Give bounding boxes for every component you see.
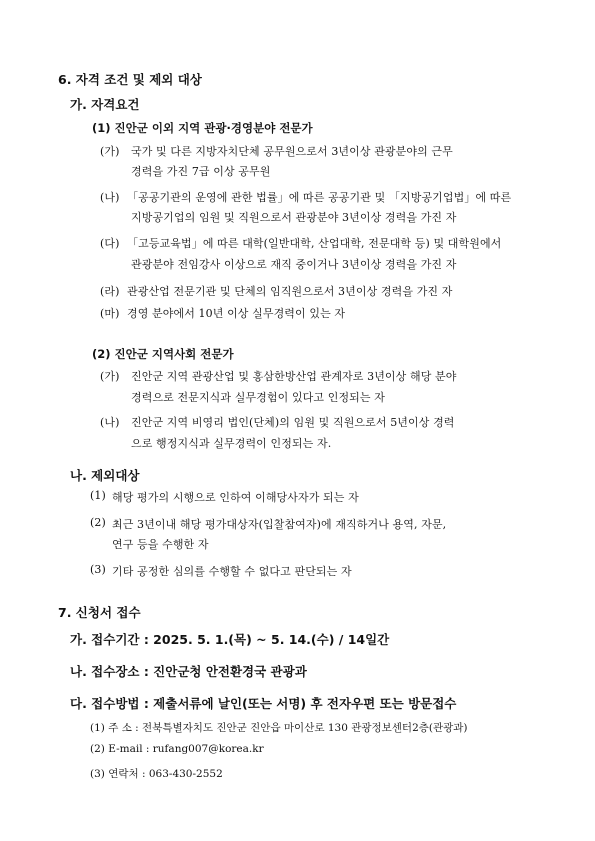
item-line: 경영 분야에서 10년 이상 실무경력이 있는 자 bbox=[127, 307, 346, 320]
group-1-title: (1) 진안군 이외 지역 관광·경영분야 전문가 bbox=[92, 121, 313, 135]
section-6-title: 6. 자격 조건 및 제외 대상 bbox=[58, 72, 202, 87]
item-mark: (가) bbox=[100, 145, 120, 158]
item-line: 기타 공정한 심의를 수행할 수 없다고 판단되는 자 bbox=[112, 565, 352, 578]
item-line: 해당 평가의 시행으로 인하여 이해당사자가 되는 자 bbox=[112, 491, 359, 504]
item-line: 진안군 지역 관광산업 및 홍삼한방산업 관계자로 3년이상 해당 분야 bbox=[131, 370, 457, 383]
contact-phone: (3) 연락처 : 063-430-2552 bbox=[90, 768, 223, 780]
item-line: 으로 행정지식과 실무경력이 인정되는 자. bbox=[131, 437, 332, 450]
item-line: 국가 및 다른 지방자치단체 공무원으로서 3년이상 관광분야의 근무 bbox=[131, 145, 453, 158]
item-line: 경력을 가진 7급 이상 공무원 bbox=[131, 165, 271, 178]
subsection-ga-title: 가. 자격요건 bbox=[70, 97, 140, 112]
item-line: 최근 3년이내 해당 평가대상자(입찰참여자)에 재직하거나 용역, 자문, bbox=[112, 518, 447, 531]
item-mark: (다) bbox=[100, 237, 120, 250]
item-line: 「공공기관의 운영에 관한 법률」에 따른 공공기관 및 「지방공기업법」에 따른 bbox=[127, 191, 512, 204]
item-mark: (나) bbox=[100, 416, 120, 429]
item-line: 경력으로 전문지식과 실무경험이 있다고 인정되는 자 bbox=[131, 391, 385, 404]
item-line: 연구 등을 수행한 자 bbox=[112, 538, 209, 551]
reception-place: 나. 접수장소 : 진안군청 안전환경국 관광과 bbox=[70, 664, 307, 679]
item-line: 관광산업 전문기관 및 단체의 임직원으로서 3년이상 경력을 가진 자 bbox=[127, 285, 453, 298]
item-line: 관광분야 전임강사 이상으로 재직 중이거나 3년이상 경력을 가진 자 bbox=[131, 258, 457, 271]
item-mark: (가) bbox=[100, 370, 120, 383]
contact-address: (1) 주 소 : 전북특별자치도 진안군 진안읍 마이산로 130 관광정보센터2층(관광과) bbox=[90, 722, 468, 734]
item-line: 「고등교육법」에 따른 대학(일반대학, 산업대학, 전문대학 등) 및 대학원에서 bbox=[127, 237, 502, 250]
item-mark: (라) bbox=[100, 285, 120, 298]
contact-email: (2) E-mail : rufang007@korea.kr bbox=[90, 743, 264, 755]
item-mark: (나) bbox=[100, 191, 120, 204]
section-7-title: 7. 신청서 접수 bbox=[58, 605, 141, 620]
item-mark: (3) bbox=[90, 563, 106, 576]
reception-period: 가. 접수기간 : 2025. 5. 1.(목) ~ 5. 14.(수) / 14일간 bbox=[70, 632, 390, 647]
item-line: 지방공기업의 임원 및 직원으로서 관광분야 3년이상 경력을 가진 자 bbox=[131, 211, 457, 224]
item-mark: (2) bbox=[90, 516, 106, 529]
item-line: 진안군 지역 비영리 법인(단체)의 임원 및 직원으로서 5년이상 경력 bbox=[131, 416, 455, 429]
item-mark: (1) bbox=[90, 489, 106, 502]
item-mark: (마) bbox=[100, 307, 120, 320]
reception-method: 다. 접수방법 : 제출서류에 날인(또는 서명) 후 전자우편 또는 방문접수 bbox=[70, 696, 457, 711]
group-2-title: (2) 진안군 지역사회 전문가 bbox=[92, 347, 234, 361]
subsection-na-title: 나. 제외대상 bbox=[70, 468, 140, 483]
